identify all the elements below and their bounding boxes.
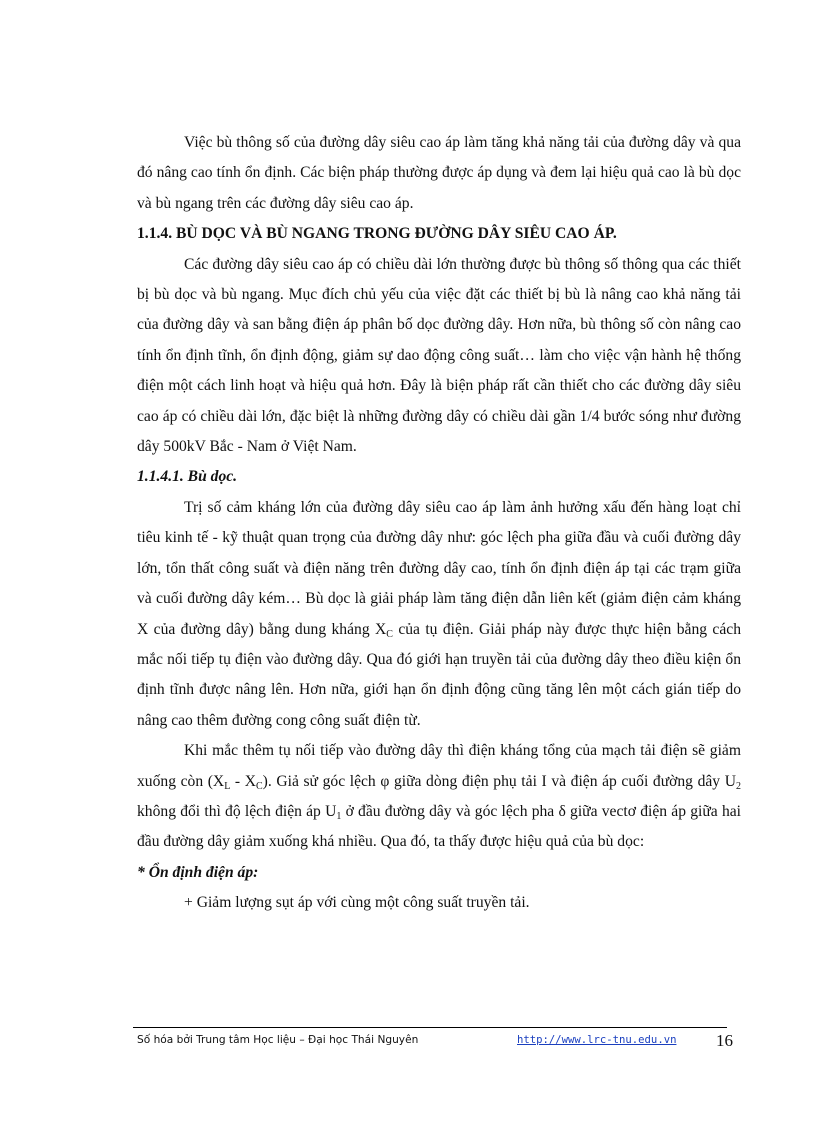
bullet-item: + Giảm lượng sụt áp với cùng một công suất truyền tải. — [184, 894, 530, 912]
subscript-c: C — [255, 780, 263, 792]
heading-voltage-stability: * Ổn định điện áp: — [137, 863, 259, 881]
page-content — [137, 128, 741, 919]
text-run: ở đầu đường dây và góc lệch pha δ giữa vectơ điện áp giữa hai đầu đường dây giảm xuống khá nhiều. Qua đó, ta thấy được hiệu quả của bù dọc: — [137, 802, 741, 851]
paragraph-series-capacitor-effect — [137, 736, 741, 858]
paragraph-intro: Việc bù thông số của đường dây siêu cao áp làm tăng khả năng tải của đường dây và qua đó nâng cao tính ổn định. Các biện pháp thường được áp dụng và đem lại hiệu quả cao là bù dọc và bù ngang trên các đường dây siêu cao áp. — [137, 134, 741, 212]
subscript-2: 2 — [735, 780, 741, 792]
text-run: - X — [230, 772, 256, 790]
subscript-1: 1 — [336, 810, 342, 822]
subsection-heading-1-1-4-1: 1.1.4.1. Bù dọc. — [137, 468, 238, 486]
text-run: Trị số cảm kháng lớn của đường dây siêu cao áp làm ảnh hưởng xấu đến hàng loạt chỉ tiêu kinh tế - kỹ thuật quan trọng của đường dây như: góc lệch pha giữa đầu và cuối đường dây lớn, tổn thất công suất và điện năng trên đường dây cao, tính ổn định điện áp tại các trạm giữa và cuối đường dây kém… Bù dọc là giải pháp làm tăng điện dẫn liên kết (giảm điện cảm kháng X của đường dây) bằng dung kháng X — [137, 498, 741, 638]
text-run: Khi mắc thêm tụ nối tiếp vào đường dây thì điện kháng tổng của mạch tải điện sẽ giảm xuống còn (X — [137, 742, 741, 790]
subscript-l: L — [224, 780, 231, 792]
text-run: không đổi thì độ lệch điện áp U — [137, 802, 337, 820]
footer-credit: Số hóa bởi Trung tâm Học liệu – Đại học Thái Nguyên — [137, 1034, 419, 1046]
text-run: ). Giả sử góc lệch φ giữa dòng điện phụ tải I và điện áp cuối đường dây U — [262, 772, 736, 790]
footer-divider — [133, 1027, 727, 1028]
footer-link[interactable]: http://www.lrc-tnu.edu.vn — [517, 1034, 677, 1046]
page-number: 16 — [716, 1031, 733, 1050]
subscript-c: C — [386, 628, 393, 640]
section-heading-1-1-4: 1.1.4. BÙ DỌC VÀ BÙ NGANG TRONG ĐƯỜNG DÂY SIÊU CAO ÁP. — [137, 225, 617, 243]
paragraph-compensation-overview: Các đường dây siêu cao áp có chiều dài lớn thường được bù thông số thông qua các thiết bị bù dọc và bù ngang. Mục đích chủ yếu của việc đặt các thiết bị bù là nâng cao khả năng tải của đường dây và san bằng điện áp phân bố dọc đường dây. Hơn nữa, bù thông số còn nâng cao tính ổn định tĩnh, ổn định động, giảm sự dao động công suất… làm cho việc vận hành hệ thống điện một cách linh hoạt và hiệu quả hơn. Đây là biện pháp rất cần thiết cho các đường dây siêu cao áp có chiều dài lớn, đặc biệt là những đường dây có chiều dài gần 1/4 bước sóng như đường dây 500kV Bắc - Nam ở Việt Nam. — [137, 255, 741, 456]
paragraph-series-compensation — [137, 493, 741, 736]
text-run: của tụ điện. Giải pháp này được thực hiện bằng cách mắc nối tiếp tụ điện vào đường dây. Qua đó giới hạn truyền tải của đường dây theo điều kiện ổn định tĩnh được nâng lên. Hơn nữa, giới hạn ổn định động cũng tăng lên một cách gián tiếp do nâng cao thêm đường cong công suất điện từ. — [137, 620, 741, 729]
